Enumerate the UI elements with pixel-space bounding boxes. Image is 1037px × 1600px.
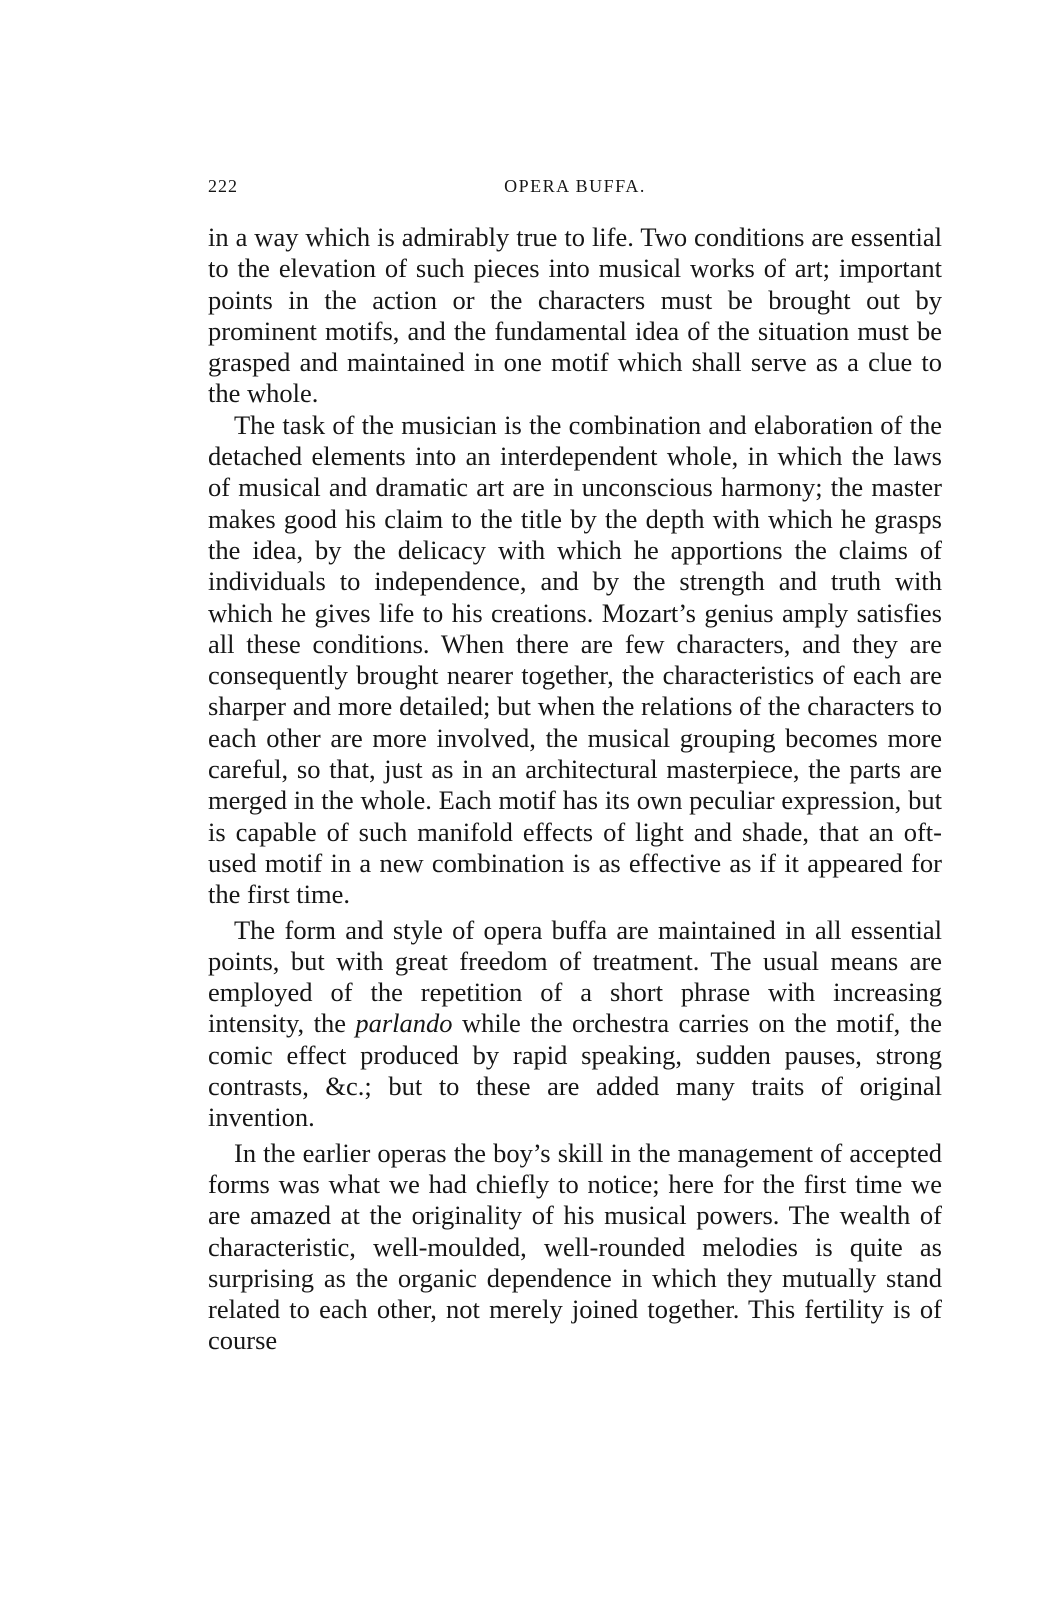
page-number: 222 [208,176,238,196]
running-head: OPERA BUFFA. [504,176,646,196]
italic-term: parlando [355,1008,453,1039]
paragraph-3 [208,915,942,1134]
paragraph-4: In the earlier operas the boy’s skill in the management of accepted forms was what we had chiefly to notice; here for the first time we are amazed at the originality of his musical powers. The wealth of characteristic, well-moulded, well-rounded melodies is quite as surprising as the organic dependence in which they mutually stand related to each other, not merely joined together. This fertility is of course [208,1137,942,1356]
paragraph-1: in a way which is admirably true to life. Two conditions are essential to the elevation of such pieces into musical works of art; important points in the action or the characters must be brought out by prominent motifs, and the fundamental idea of the situation must be grasped and maintained in one motif which shall serve as a clue to the whole. [208,222,942,409]
text-body [208,222,942,1357]
paragraph-3-text-b: while the orchestra carries on the motif, the comic effect produced by rapid speaking, sudden pauses, strong contrasts, &c.; but to these are added many traits of original invention. [208,1008,942,1133]
paragraph-2: The task of the musician is the combination and elaboration of the detached elements into an interdependent whole, in which the laws of musical and dramatic art are in unconscious harmony; the master makes good his claim to the title by the depth with which he grasps the idea, by the delicacy with which he apportions the claims of individuals to independence, and by the strength and truth with which he gives life to his creations. Mozart’s genius amply satisfies all these conditions. When there are few characters, and they are consequently brought nearer together, the characteristics of each are sharper and more detailed; but when the relations of the characters to each other are more involved, the musical grouping becomes more careful, so that, just as in an architectural masterpiece, the parts are merged in the whole. Each motif has its own peculiar expression, but is capable of such manifold effects of light and shade, that an oft-used motif in a new combination is as effective as if it appeared for the first time. [208,409,942,910]
page-header [208,176,942,200]
paragraph-3-text-a: The form and style of opera buffa are maintained in all essential points, but with great freedom of treatment. The usual means are employed of the repetition of a short phrase with increasing intensity, the [208,914,942,1039]
